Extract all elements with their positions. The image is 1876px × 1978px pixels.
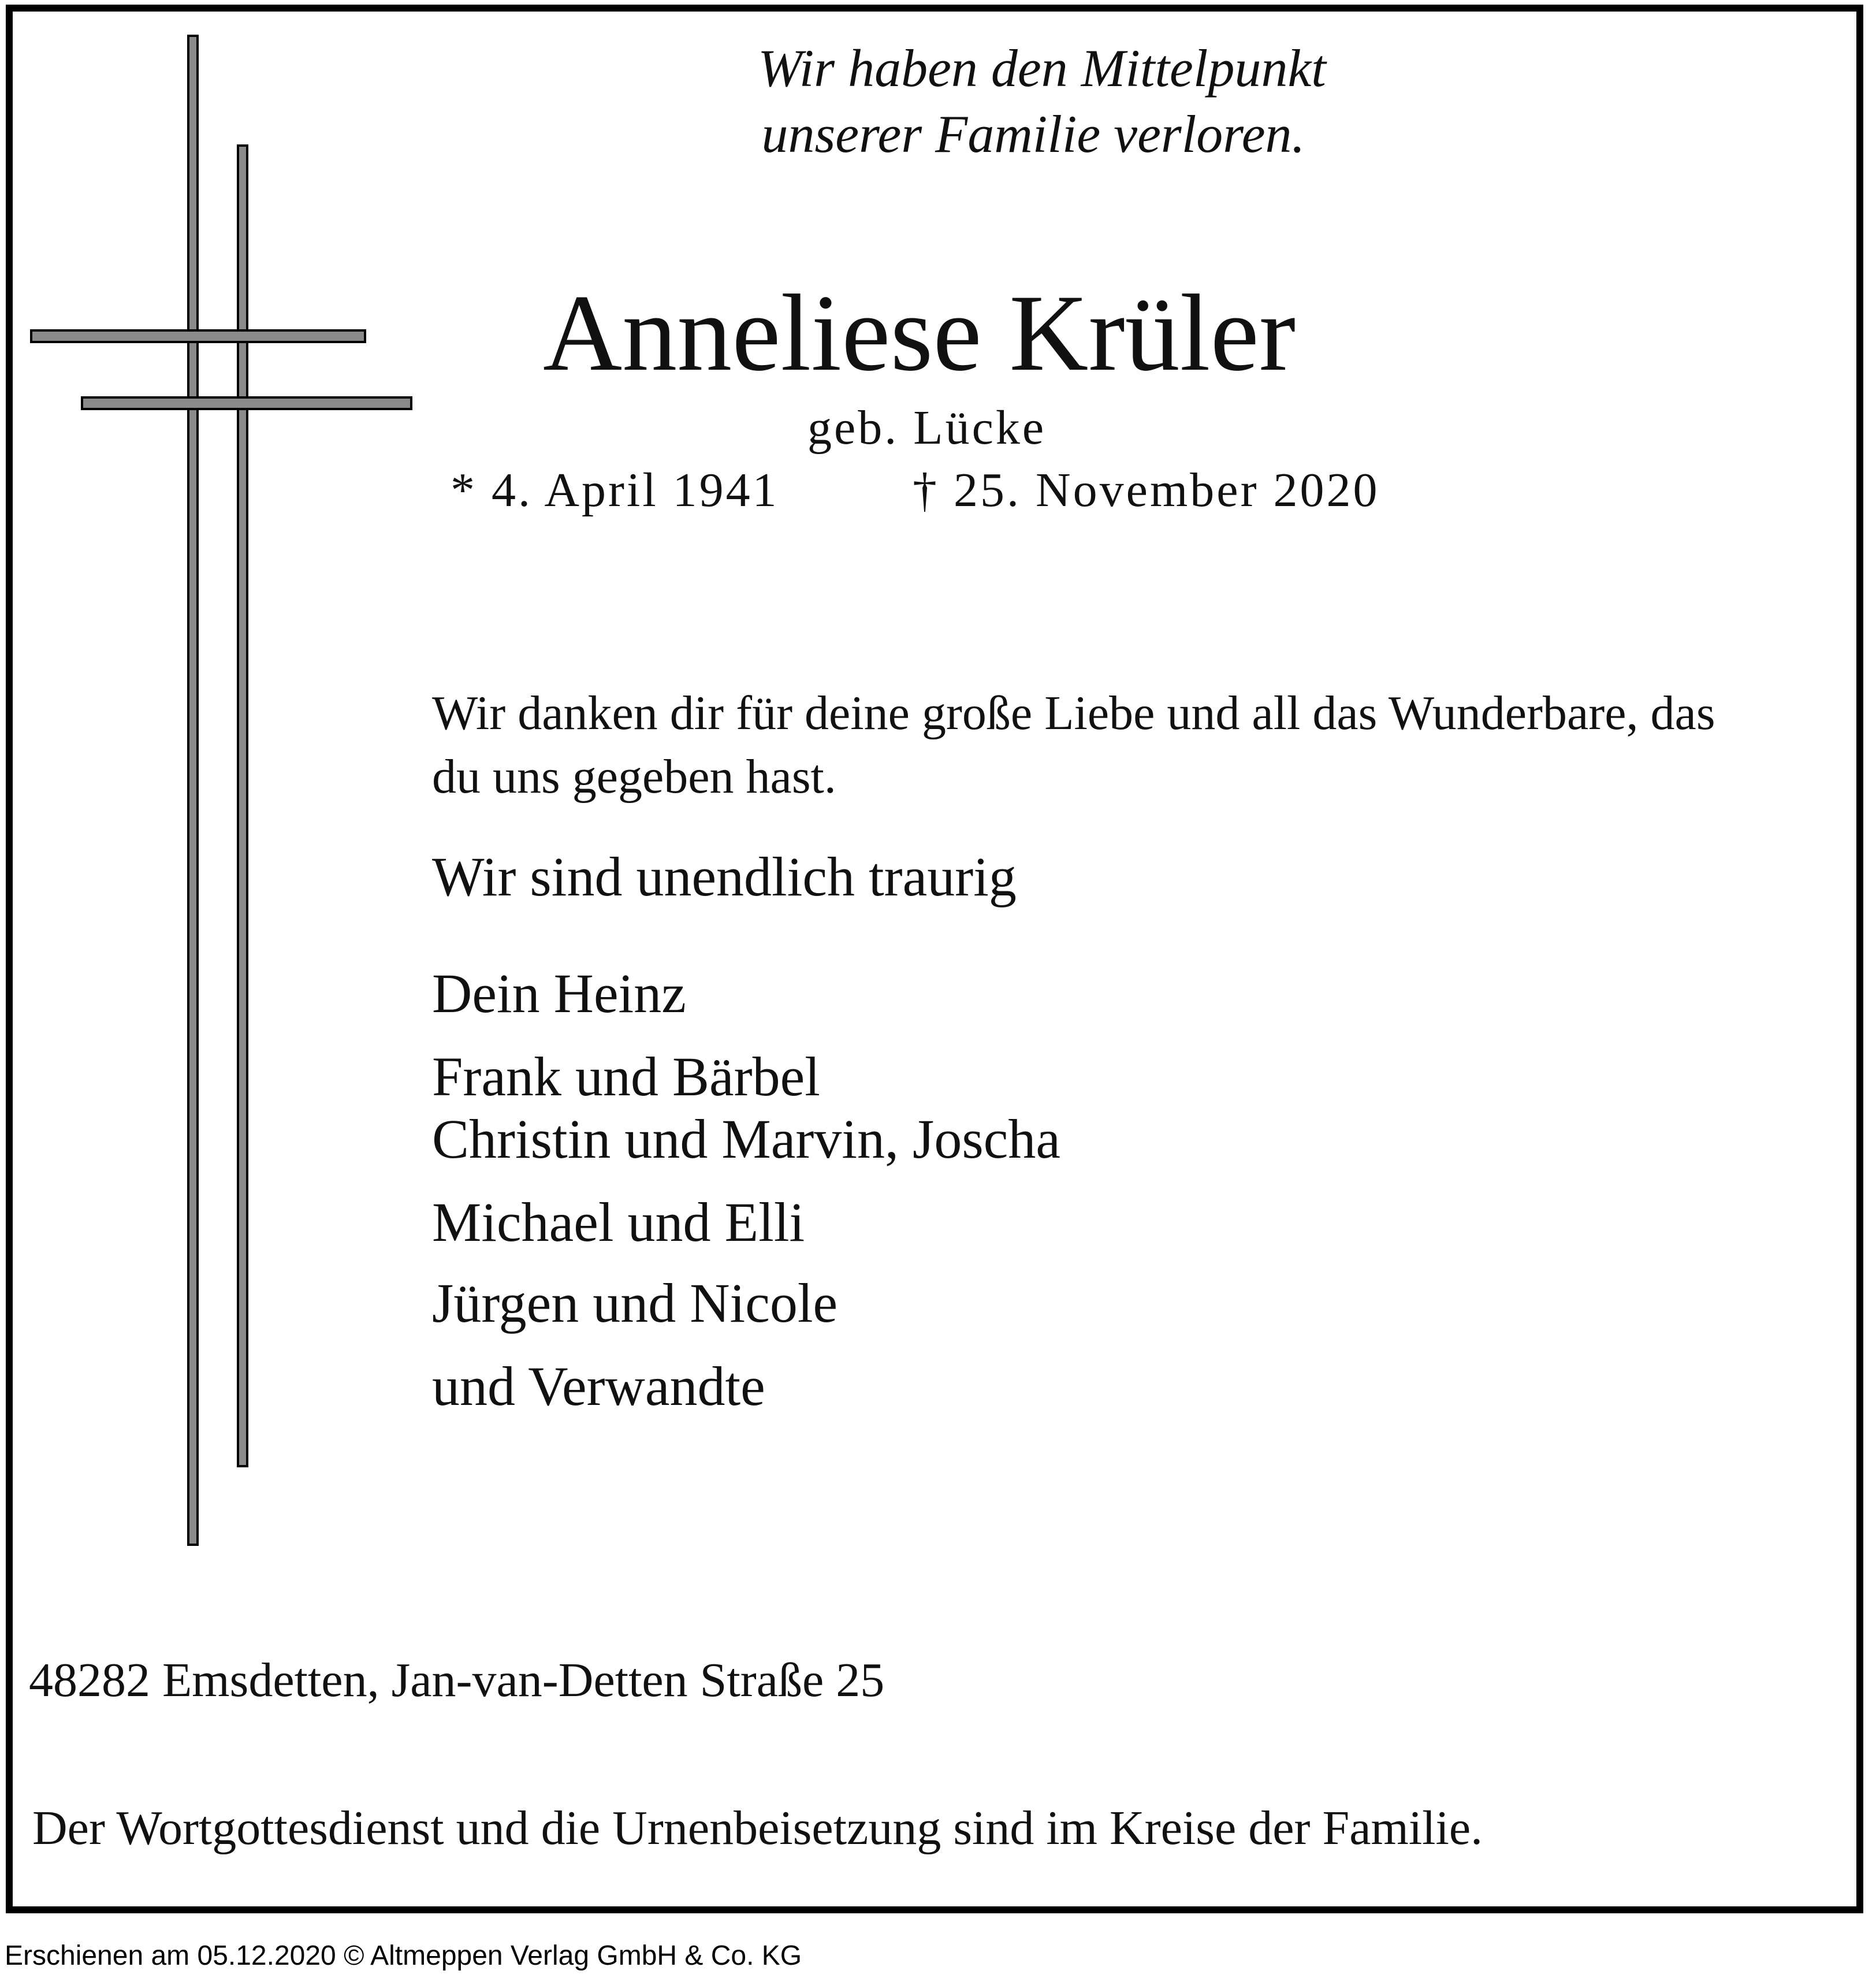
mourner-6: und Verwandte — [432, 1355, 765, 1417]
message-line-1: Wir danken dir für deine große Liebe und all das Wunderbare, das — [432, 686, 1715, 740]
mourning-line: Wir sind unendlich traurig — [432, 846, 1017, 908]
cross-horizontal-upper — [30, 329, 366, 343]
mourner-4: Michael und Elli — [432, 1191, 805, 1253]
cross-horizontal-lower — [81, 396, 412, 410]
mourner-1: Dein Heinz — [432, 962, 686, 1024]
mourner-5: Jürgen und Nicole — [432, 1272, 838, 1334]
motto-line-1: Wir haben den Mittelpunkt — [758, 39, 1326, 98]
publication-footer: Erschienen am 05.12.2020 © Altmeppen Verlag GmbH & Co. KG — [5, 1940, 802, 1971]
service-note: Der Wortgottesdienst und die Urnenbeisetzung sind im Kreise der Familie. — [32, 1801, 1483, 1855]
cross-vertical-left — [187, 35, 199, 1546]
birth-date: * 4. April 1941 — [451, 463, 779, 517]
motto-line-2: unserer Familie verloren. — [761, 105, 1305, 163]
address: 48282 Emsdetten, Jan-van-Detten Straße 25 — [29, 1653, 885, 1707]
deceased-name: Anneliese Krüler — [543, 273, 1296, 394]
mourner-2: Frank und Bärbel — [432, 1046, 820, 1107]
message-line-2: du uns gegeben hast. — [432, 750, 836, 804]
death-date: † 25. November 2020 — [913, 463, 1380, 517]
mourner-3: Christin und Marvin, Joscha — [432, 1108, 1060, 1170]
born-name: geb. Lücke — [807, 401, 1047, 455]
